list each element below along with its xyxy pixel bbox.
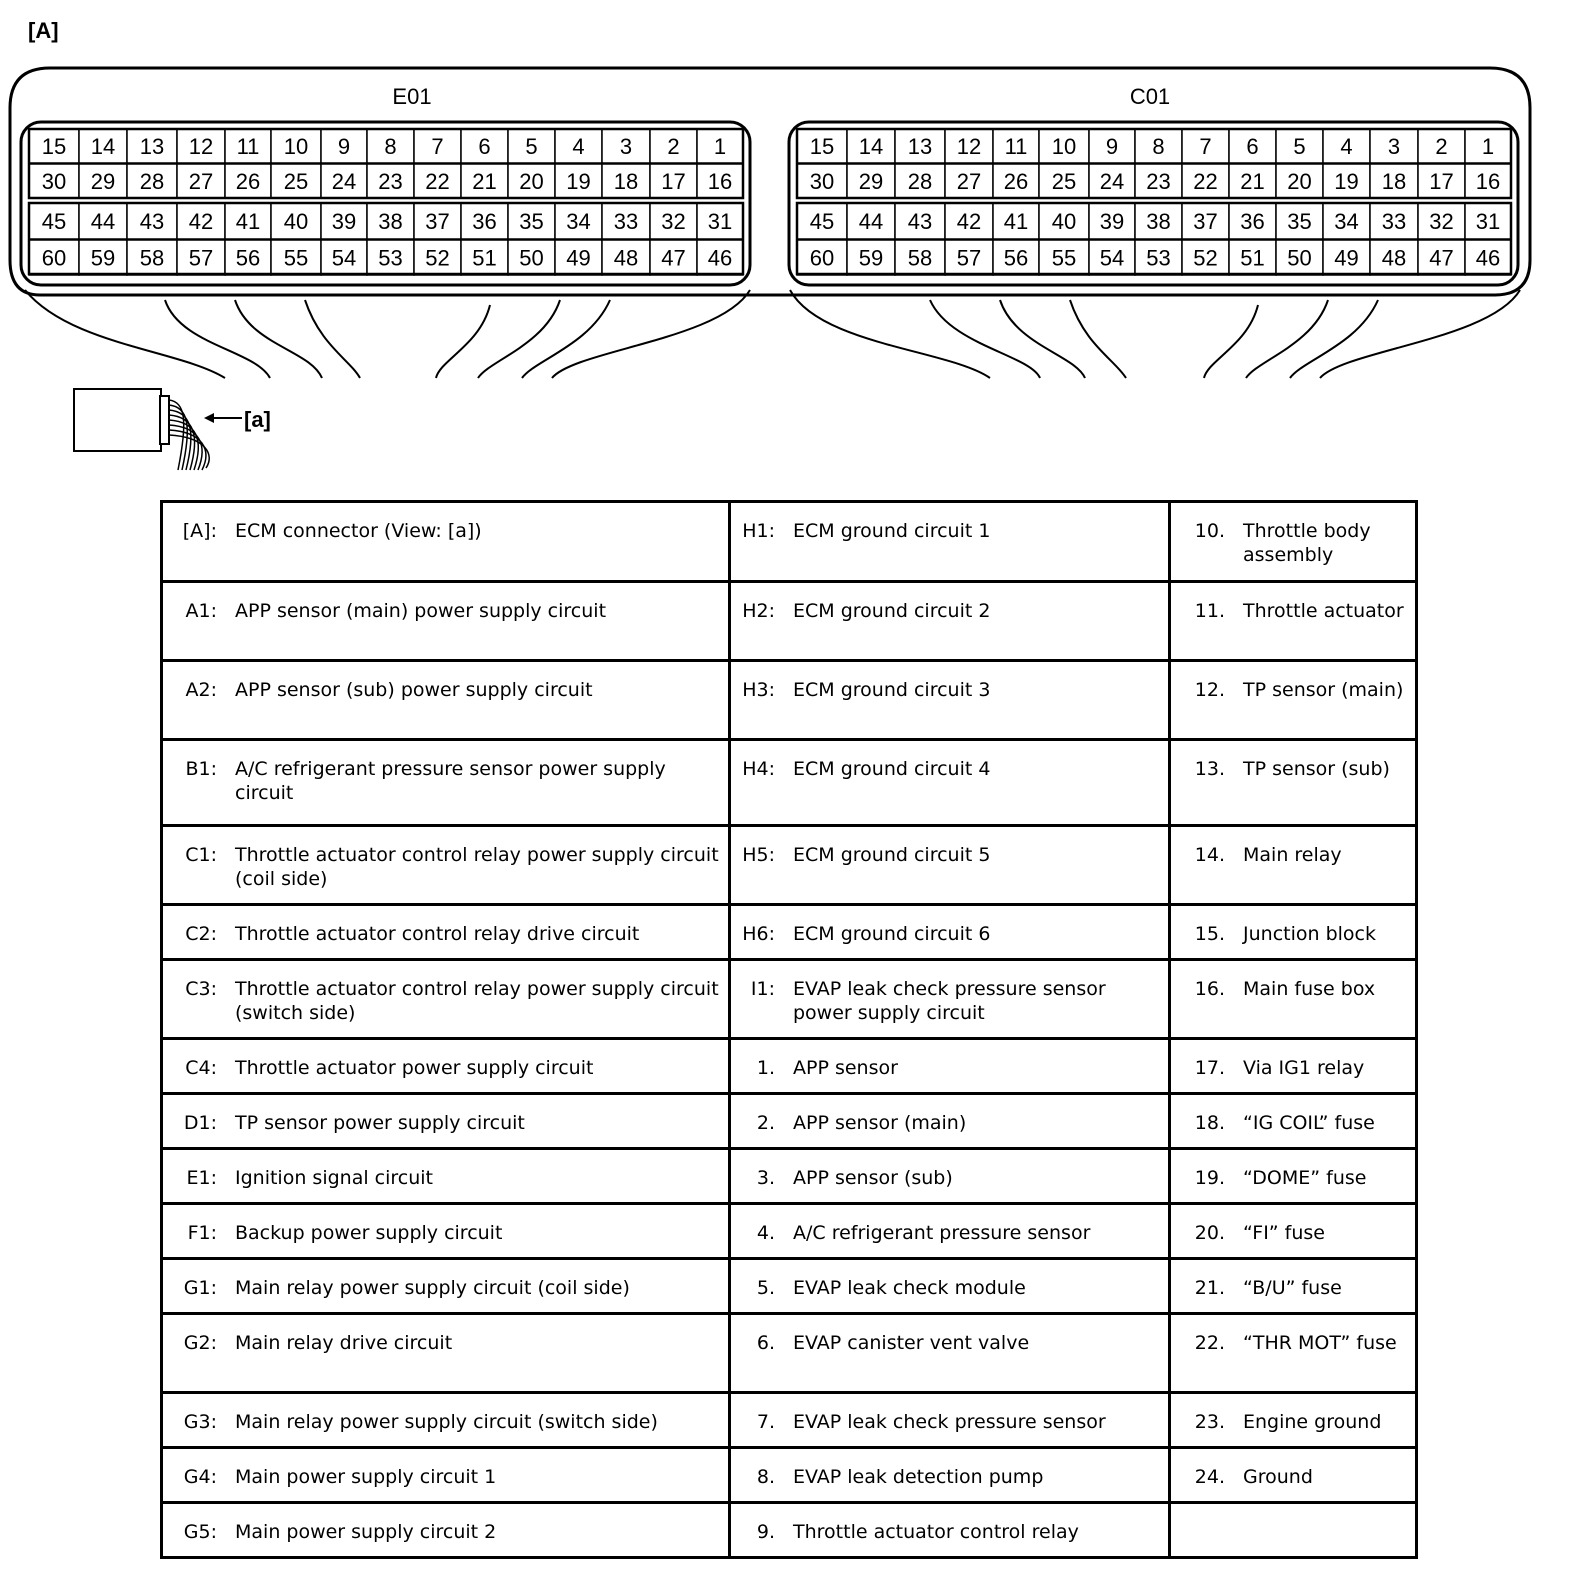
pin-number: 11 <box>236 134 260 159</box>
legend-value: “FI” fuse <box>1243 1222 1325 1244</box>
pin-number: 33 <box>613 209 639 234</box>
pin-number: 17 <box>1429 169 1454 194</box>
pin-number: 26 <box>1003 169 1029 194</box>
legend-cell <box>162 661 730 740</box>
pin-number: 21 <box>1240 169 1265 194</box>
pin-number: 30 <box>809 169 835 194</box>
legend-value: TP sensor (sub) <box>1243 758 1390 780</box>
legend-value: EVAP leak check pressure sensor <box>793 1411 1106 1433</box>
legend-key: 21. <box>1194 1277 1225 1299</box>
pin-number: 12 <box>956 134 982 159</box>
pin-number: 26 <box>235 169 261 194</box>
legend-cell <box>1170 1393 1417 1448</box>
pin-number: 29 <box>90 169 116 194</box>
legend-cell <box>1170 661 1417 740</box>
legend-key: 13. <box>1194 758 1225 780</box>
pin-number: 45 <box>809 209 835 234</box>
pin-number: 6 <box>478 134 491 159</box>
legend-cell <box>730 1204 1170 1259</box>
pin-number: 3 <box>1387 134 1401 159</box>
legend-row <box>162 582 1417 661</box>
legend-cell <box>1170 905 1417 960</box>
legend-cell <box>730 1503 1170 1558</box>
pin-number: 17 <box>661 169 686 194</box>
pin-number: 41 <box>1003 209 1029 234</box>
legend-key: 8. <box>756 1466 775 1488</box>
pin-number: 1 <box>1481 134 1495 159</box>
legend-row <box>162 1094 1417 1149</box>
pin-number: 7 <box>431 134 444 159</box>
legend-cell <box>1170 1448 1417 1503</box>
legend-value: “DOME” fuse <box>1243 1167 1367 1189</box>
legend-row <box>162 661 1417 740</box>
pin-number: 39 <box>1099 209 1125 234</box>
legend-cell <box>1170 826 1417 905</box>
legend-cell <box>730 960 1170 1039</box>
ecm-connector-diagram <box>0 0 1584 490</box>
legend-cell <box>730 740 1170 826</box>
pin-number: 55 <box>283 245 309 271</box>
legend-cell <box>730 1149 1170 1204</box>
pin-number: 58 <box>907 245 933 271</box>
legend-cell <box>162 1448 730 1503</box>
pin-number: 4 <box>1340 134 1353 159</box>
legend-value: “THR MOT” fuse <box>1243 1332 1397 1354</box>
pin-number: 28 <box>139 169 165 194</box>
pin-number: 48 <box>613 245 639 271</box>
legend-key: C1: <box>185 844 217 866</box>
pin-number: 60 <box>809 245 835 271</box>
legend-key: F1: <box>187 1222 217 1244</box>
pin-number: 37 <box>1193 209 1218 234</box>
pin-number: 38 <box>1146 209 1171 234</box>
legend-key: 11. <box>1194 600 1225 622</box>
pin-number: 19 <box>566 169 591 194</box>
legend-key: 19. <box>1194 1167 1225 1189</box>
legend-cell <box>1170 1314 1417 1393</box>
legend-value: ECM ground circuit 6 <box>793 923 991 945</box>
legend-key: G2: <box>183 1332 217 1354</box>
legend-key: 15. <box>1194 923 1225 945</box>
pin-number: 60 <box>41 245 67 271</box>
legend-key: A1: <box>185 600 217 622</box>
legend-cell <box>730 502 1170 582</box>
legend-value: Main relay <box>1243 844 1342 866</box>
legend-value: Ground <box>1243 1466 1313 1488</box>
pin-number: 45 <box>41 209 67 234</box>
pin-number: 34 <box>1334 209 1359 234</box>
legend-cell <box>1170 1094 1417 1149</box>
pin-number: 47 <box>1429 245 1454 271</box>
legend-cell <box>162 1204 730 1259</box>
legend-key: B1: <box>185 758 217 780</box>
legend-row <box>162 1259 1417 1314</box>
connector-title-c01: C01 <box>1129 84 1171 109</box>
pin-number: 38 <box>378 209 403 234</box>
legend-cell <box>730 1094 1170 1149</box>
legend-cell <box>730 1448 1170 1503</box>
pin-number: 18 <box>613 169 639 194</box>
legend-key: 1. <box>756 1057 775 1079</box>
pin-number: 54 <box>1099 245 1125 271</box>
pin-number: 36 <box>1240 209 1265 234</box>
legend-key: 16. <box>1194 978 1225 1000</box>
legend-row <box>162 1314 1417 1393</box>
pin-number: 16 <box>707 169 733 194</box>
legend-cell <box>162 1314 730 1393</box>
pin-number: 35 <box>519 209 544 234</box>
pin-number: 23 <box>1146 169 1171 194</box>
pin-number: 6 <box>1246 134 1259 159</box>
view-label: [a] <box>244 407 271 432</box>
pin-number: 11 <box>1004 134 1028 159</box>
legend-cell <box>1170 582 1417 661</box>
legend-value: ECM ground circuit 5 <box>793 844 991 866</box>
pin-number: 3 <box>619 134 633 159</box>
pin-number: 34 <box>566 209 591 234</box>
pin-grid-c01 <box>797 129 1511 275</box>
pin-number: 9 <box>337 134 351 159</box>
legend-value: Main relay power supply circuit (switch side) <box>235 1411 658 1433</box>
legend-key: 7. <box>756 1411 775 1433</box>
legend-key: E1: <box>186 1167 217 1189</box>
legend-key: 22. <box>1194 1332 1225 1354</box>
pin-number: 57 <box>188 245 214 271</box>
pin-number: 42 <box>956 209 982 234</box>
legend-value: APP sensor (main) <box>793 1112 967 1134</box>
pin-number: 51 <box>472 245 497 271</box>
pin-number: 27 <box>188 169 214 194</box>
legend-value: ECM ground circuit 4 <box>793 758 991 780</box>
pin-number: 52 <box>425 245 450 271</box>
pin-number: 22 <box>425 169 450 194</box>
legend-cell <box>1170 1149 1417 1204</box>
legend-cell <box>162 502 730 582</box>
connector-view-icon <box>74 389 271 470</box>
legend-cell <box>162 1503 730 1558</box>
legend-key: H4: <box>742 758 775 780</box>
legend-row <box>162 826 1417 905</box>
pin-number: 1 <box>713 134 727 159</box>
pin-number: 25 <box>283 169 309 194</box>
legend-value: “IG COIL” fuse <box>1243 1112 1375 1134</box>
legend-value: ECM ground circuit 1 <box>793 520 991 542</box>
pin-number: 32 <box>1429 209 1454 234</box>
pin-number: 49 <box>566 245 591 271</box>
legend-value: APP sensor (sub) <box>793 1167 953 1189</box>
legend-value: A/C refrigerant pressure sensor power supply circuit <box>235 758 666 804</box>
pin-number: 50 <box>519 245 544 271</box>
pin-number: 56 <box>235 245 261 271</box>
legend-value: Main power supply circuit 2 <box>235 1521 497 1543</box>
legend-value: Backup power supply circuit <box>235 1222 503 1244</box>
legend-value: Main fuse box <box>1243 978 1376 1000</box>
legend-key: 24. <box>1194 1466 1225 1488</box>
legend-key: H5: <box>742 844 775 866</box>
legend-value: APP sensor <box>793 1057 898 1079</box>
pin-number: 8 <box>1152 134 1165 159</box>
pin-number: 59 <box>90 245 116 271</box>
pin-number: 22 <box>1193 169 1218 194</box>
pin-number: 58 <box>139 245 165 271</box>
legend-key: I1: <box>750 978 775 1000</box>
pin-number: 28 <box>907 169 933 194</box>
legend-value: Junction block <box>1243 923 1376 945</box>
legend-cell <box>162 740 730 826</box>
pin-number: 44 <box>858 209 884 234</box>
legend-cell <box>730 1393 1170 1448</box>
legend-key: 5. <box>756 1277 775 1299</box>
pin-number: 44 <box>90 209 116 234</box>
legend-key: G1: <box>183 1277 217 1299</box>
legend-value: APP sensor (main) power supply circuit <box>235 600 607 622</box>
pin-number: 27 <box>956 169 982 194</box>
pin-number: 18 <box>1381 169 1407 194</box>
legend-row <box>162 740 1417 826</box>
legend-table <box>160 500 1418 1559</box>
pin-number: 32 <box>661 209 686 234</box>
pin-number: 43 <box>907 209 933 234</box>
pin-number: 23 <box>378 169 403 194</box>
legend-value: Via IG1 relay <box>1243 1057 1365 1079</box>
legend-value: TP sensor (main) <box>1243 679 1404 701</box>
legend-value: Engine ground <box>1243 1411 1382 1433</box>
pin-number: 35 <box>1287 209 1312 234</box>
legend-value: Throttle actuator control relay drive circuit <box>235 923 640 945</box>
legend-key: G5: <box>183 1521 217 1543</box>
legend-key: 6. <box>756 1332 775 1354</box>
legend-key: H1: <box>742 520 775 542</box>
legend-cell <box>162 1094 730 1149</box>
legend-cell <box>730 582 1170 661</box>
legend-value: Main relay drive circuit <box>235 1332 453 1354</box>
legend-cell <box>730 826 1170 905</box>
pin-number: 57 <box>956 245 982 271</box>
legend-value: Throttle actuator control relay power supply circuit (coil side) <box>235 844 719 890</box>
legend-cell <box>162 1039 730 1094</box>
legend-value: EVAP leak check pressure sensor power supply circuit <box>793 978 1106 1024</box>
pin-number: 2 <box>1435 134 1448 159</box>
pin-number: 40 <box>1051 209 1077 234</box>
legend-cell <box>162 1149 730 1204</box>
legend-value: EVAP leak check module <box>793 1277 1026 1299</box>
pin-number: 46 <box>1475 245 1501 271</box>
legend-cell <box>1170 502 1417 582</box>
legend-cell <box>1170 1039 1417 1094</box>
pin-number: 51 <box>1240 245 1265 271</box>
pin-grid-e01 <box>29 129 743 275</box>
legend-key: 2. <box>756 1112 775 1134</box>
legend-value: EVAP leak detection pump <box>793 1466 1044 1488</box>
pin-number: 20 <box>1287 169 1312 194</box>
pin-number: 53 <box>1146 245 1171 271</box>
legend-row <box>162 1039 1417 1094</box>
legend-key: C2: <box>185 923 217 945</box>
pin-number: 59 <box>858 245 884 271</box>
pin-number: 30 <box>41 169 67 194</box>
pin-number: 13 <box>139 134 165 159</box>
legend-value: Throttle actuator <box>1243 600 1404 622</box>
legend-value: ECM ground circuit 3 <box>793 679 991 701</box>
legend-cell <box>730 905 1170 960</box>
legend-key: H6: <box>742 923 775 945</box>
legend-key: 12. <box>1194 679 1225 701</box>
legend-row <box>162 1393 1417 1448</box>
pin-number: 29 <box>858 169 884 194</box>
legend-value: Throttle actuator power supply circuit <box>235 1057 594 1079</box>
legend-key: [A]: <box>182 520 217 542</box>
legend-value: TP sensor power supply circuit <box>235 1112 525 1134</box>
legend-key: G4: <box>183 1466 217 1488</box>
pin-number: 21 <box>472 169 497 194</box>
pin-number: 24 <box>1099 169 1125 194</box>
pin-number: 40 <box>283 209 309 234</box>
pin-number: 19 <box>1334 169 1359 194</box>
legend-cell <box>162 582 730 661</box>
legend-key: H3: <box>742 679 775 701</box>
pin-number: 16 <box>1475 169 1501 194</box>
legend-value: Ignition signal circuit <box>235 1167 433 1189</box>
legend-value: Main power supply circuit 1 <box>235 1466 497 1488</box>
pin-number: 41 <box>235 209 261 234</box>
legend-key: 10. <box>1194 520 1225 542</box>
pin-number: 39 <box>331 209 357 234</box>
legend-row <box>162 1204 1417 1259</box>
pin-number: 52 <box>1193 245 1218 271</box>
pin-number: 4 <box>572 134 585 159</box>
pin-number: 10 <box>1051 134 1077 159</box>
pin-number: 53 <box>378 245 403 271</box>
pin-number: 47 <box>661 245 686 271</box>
pin-number: 7 <box>1199 134 1212 159</box>
legend-value: Throttle actuator control relay <box>793 1521 1079 1543</box>
legend-key: 17. <box>1194 1057 1225 1079</box>
pin-number: 25 <box>1051 169 1077 194</box>
pin-number: 31 <box>1475 209 1501 234</box>
pin-number: 31 <box>707 209 733 234</box>
pin-number: 43 <box>139 209 165 234</box>
legend-cell <box>162 1259 730 1314</box>
wire-harness <box>25 290 1520 378</box>
legend-key: 4. <box>756 1222 775 1244</box>
pin-number: 54 <box>331 245 357 271</box>
legend-row <box>162 1503 1417 1558</box>
legend-value: ECM connector (View: [a]) <box>235 520 482 542</box>
pin-number: 15 <box>41 134 67 159</box>
legend-key: G3: <box>183 1411 217 1433</box>
pin-number: 50 <box>1287 245 1312 271</box>
legend-cell <box>730 1039 1170 1094</box>
legend-cell <box>1170 1204 1417 1259</box>
pin-number: 8 <box>384 134 397 159</box>
legend-cell <box>730 1314 1170 1393</box>
legend-key: 20. <box>1194 1222 1225 1244</box>
legend-value: A/C refrigerant pressure sensor <box>793 1222 1091 1244</box>
legend-row <box>162 502 1417 582</box>
pin-number: 36 <box>472 209 497 234</box>
legend-cell <box>162 905 730 960</box>
legend-key: 23. <box>1194 1411 1225 1433</box>
pin-number: 33 <box>1381 209 1407 234</box>
legend-value: Throttle body assembly <box>1243 520 1371 566</box>
pin-number: 12 <box>188 134 214 159</box>
legend-cell <box>730 1259 1170 1314</box>
pin-number: 55 <box>1051 245 1077 271</box>
legend-cell <box>1170 960 1417 1039</box>
pin-number: 46 <box>707 245 733 271</box>
legend-row <box>162 960 1417 1039</box>
legend-key: 3. <box>756 1167 775 1189</box>
connector-title-e01: E01 <box>392 84 432 109</box>
legend-key: 14. <box>1194 844 1225 866</box>
legend-value: ECM ground circuit 2 <box>793 600 991 622</box>
legend-cell <box>1170 740 1417 826</box>
legend-cell <box>162 1393 730 1448</box>
legend-key: 18. <box>1194 1112 1225 1134</box>
pin-number: 5 <box>525 134 538 159</box>
pin-number: 48 <box>1381 245 1407 271</box>
legend-row <box>162 1149 1417 1204</box>
pin-number: 37 <box>425 209 450 234</box>
legend-key: H2: <box>742 600 775 622</box>
pin-number: 9 <box>1105 134 1119 159</box>
legend-value: APP sensor (sub) power supply circuit <box>235 679 593 701</box>
pin-number: 14 <box>90 134 116 159</box>
legend-value: EVAP canister vent valve <box>793 1332 1030 1354</box>
pin-number: 14 <box>858 134 884 159</box>
legend-cell <box>162 960 730 1039</box>
legend-row <box>162 905 1417 960</box>
legend-cell <box>730 661 1170 740</box>
pin-number: 10 <box>283 134 309 159</box>
legend-cell <box>1170 1259 1417 1314</box>
legend-value: “B/U” fuse <box>1243 1277 1342 1299</box>
pin-number: 13 <box>907 134 933 159</box>
legend-key: D1: <box>183 1112 217 1134</box>
pin-number: 2 <box>667 134 680 159</box>
pin-number: 49 <box>1334 245 1359 271</box>
pin-number: 20 <box>519 169 544 194</box>
legend-cell <box>162 826 730 905</box>
pin-number: 24 <box>331 169 357 194</box>
legend-value: Throttle actuator control relay power supply circuit (switch side) <box>235 978 719 1024</box>
legend-value: Main relay power supply circuit (coil side) <box>235 1277 630 1299</box>
legend-key: C3: <box>185 978 217 1000</box>
pin-number: 42 <box>188 209 214 234</box>
legend-cell <box>1170 1503 1417 1558</box>
pin-number: 5 <box>1293 134 1306 159</box>
pin-number: 56 <box>1003 245 1029 271</box>
legend-key: C4: <box>185 1057 217 1079</box>
legend-row <box>162 1448 1417 1503</box>
pin-number: 15 <box>809 134 835 159</box>
legend-key: 9. <box>756 1521 775 1543</box>
figure-label: [A] <box>28 18 59 43</box>
legend-key: A2: <box>185 679 217 701</box>
